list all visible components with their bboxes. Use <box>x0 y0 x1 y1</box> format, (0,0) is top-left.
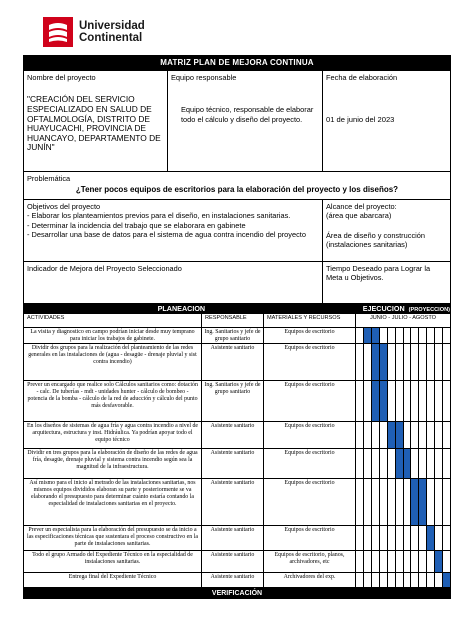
col-activities: ACTIVIDADES <box>27 315 65 321</box>
planning-header <box>24 303 450 313</box>
objectives-cell <box>24 200 322 261</box>
gantt-cell <box>379 328 387 343</box>
gantt-cell <box>356 573 363 587</box>
gantt-cell <box>410 449 418 478</box>
gantt-cell <box>356 422 363 448</box>
activity-responsible: Ing. Sanitarios y jefe de grupo sanitario <box>201 381 263 421</box>
gantt-cell <box>371 526 379 550</box>
gantt-cell <box>418 551 426 572</box>
gantt-cell <box>434 526 442 550</box>
gantt-cell <box>410 422 418 448</box>
gantt-cell <box>356 381 363 421</box>
activity-row <box>24 572 450 587</box>
gantt-bar <box>363 328 371 343</box>
gantt-cell <box>410 344 418 380</box>
objectives-label: Objetivos del proyecto <box>27 202 101 211</box>
activity-materials: Equipos de escritorio <box>263 422 355 448</box>
gantt-bar <box>434 551 442 572</box>
planning-label: PLANEACION <box>157 304 206 313</box>
activity-materials: Equipos de escritorio, planos, archivadores, etc <box>263 551 355 572</box>
project-name-label: Nombre del proyecto <box>27 73 96 82</box>
gantt-cell <box>418 422 426 448</box>
activity-materials: Equipos de escritorio <box>263 526 355 550</box>
gantt-cell <box>410 328 418 343</box>
gantt-bar <box>379 344 387 380</box>
gantt-bar <box>403 449 411 478</box>
time-cell <box>322 262 450 303</box>
activity-materials: Archivadores del exp. <box>263 573 355 587</box>
gantt-cell <box>356 449 363 478</box>
gantt-cell <box>418 526 426 550</box>
activity-responsible: Asistente sanitario <box>201 344 263 380</box>
activity-materials: Equipos de escritorio <box>263 328 355 343</box>
gantt-cell <box>363 344 371 380</box>
activity-text: Prever un especialista para la elaboración del presupuesto se da inicio a las especificaciones técnicas que sustentara el proceso constructivo en la parte de instalaciones sanitarias. <box>27 527 198 547</box>
gantt-cell <box>395 526 403 550</box>
team-value: Equipo técnico, responsable de elaborar todo el cálculo y diseño del proyecto. <box>181 105 314 124</box>
project-info-row <box>24 70 450 171</box>
date-label: Fecha de elaboración <box>326 73 398 82</box>
execution-note: (PROYECCION) <box>408 307 450 313</box>
activity-row <box>24 380 450 421</box>
gantt-cell <box>442 449 450 478</box>
gantt-cell <box>434 422 442 448</box>
university-logo-icon <box>43 17 73 47</box>
gantt-cell <box>403 422 411 448</box>
activity-materials: Equipos de escritorio <box>263 479 355 525</box>
gantt-cell <box>442 422 450 448</box>
activity-responsible: Asistente sanitario <box>201 422 263 448</box>
activity-text: Prever un encargado que realice solo Cálculos sanitarios como: dotación - calc. De tuberías - mdt - unidades hunter - cálculo de bombeo - potencia de la bomba - cálculo de la red de aducción y cálculo del punto más desfavorable. <box>27 382 198 409</box>
gantt-cell <box>363 381 371 421</box>
gantt-cell <box>379 551 387 572</box>
date-value: 01 de junio del 2023 <box>326 115 395 125</box>
gantt-cell <box>363 479 371 525</box>
gantt-cells <box>355 449 450 478</box>
activity-row <box>24 478 450 525</box>
indicator-label: Indicador de Mejora del Proyecto Seleccionado <box>27 264 182 273</box>
activity-materials: Equipos de escritorio <box>263 344 355 380</box>
gantt-bar <box>379 381 387 421</box>
activity-materials: Equipos de escritorio <box>263 381 355 421</box>
gantt-cells <box>355 573 450 587</box>
gantt-cell <box>418 381 426 421</box>
gantt-cell <box>395 381 403 421</box>
gantt-cell <box>442 344 450 380</box>
activity-row <box>24 448 450 478</box>
activity-responsible: Asistente sanitario <box>201 551 263 572</box>
gantt-cells <box>355 422 450 448</box>
indicator-row <box>24 261 450 303</box>
gantt-cell <box>410 381 418 421</box>
activity-text: Entrega final del Expediente Técnico <box>68 574 157 580</box>
gantt-bar <box>395 422 403 448</box>
gantt-cell <box>395 573 403 587</box>
gantt-bar <box>371 344 379 380</box>
gantt-cell <box>387 328 395 343</box>
activity-row <box>24 525 450 550</box>
gantt-cell <box>426 344 434 380</box>
activity-materials: Equipos de escritorio <box>263 449 355 478</box>
team-label: Equipo responsable <box>171 73 237 82</box>
problem-cell <box>24 172 450 199</box>
gantt-cell <box>371 573 379 587</box>
objective-item: - Desarrollar una base de datos para el sistema de agua contra incendio del proyecto <box>27 230 306 240</box>
time-label: Tiempo Deseado para Lograr la Meta u Objetivos. <box>326 264 431 283</box>
gantt-cell <box>379 479 387 525</box>
activity-text: En los diseños de sistemas de agua fría y agua contra incendio a nivel de arquitectura, estructura y inst. Hidráulica. Ya podrían apoyar todo el equipo técnico <box>26 423 199 443</box>
gantt-cell <box>403 526 411 550</box>
gantt-cell <box>356 551 363 572</box>
activity-text: Dividir dos grupos para la realización del planteamiento de las redes generales en las instalaciones de (agua - desagüe - drenaje pluvial y sist contra incendio) <box>28 345 197 365</box>
logo-line-2: Continental <box>79 32 143 44</box>
gantt-cell <box>426 551 434 572</box>
gantt-cell <box>442 551 450 572</box>
gantt-bar <box>442 573 450 587</box>
gantt-cell <box>363 449 371 478</box>
execution-title: EJECUCION <box>362 304 405 313</box>
gantt-cells <box>355 551 450 572</box>
gantt-cell <box>379 573 387 587</box>
gantt-cell <box>363 573 371 587</box>
gantt-bar <box>418 479 426 525</box>
gantt-cell <box>387 526 395 550</box>
gantt-cell <box>395 551 403 572</box>
gantt-cell <box>363 526 371 550</box>
verification-bar: VERIFICACIÓN <box>24 587 450 598</box>
problem-question: ¿Tener pocos equipos de escritorios para la elaboración del proyecto y los diseños? <box>75 185 399 195</box>
gantt-cell <box>395 479 403 525</box>
university-logo <box>43 17 145 47</box>
activity-row <box>24 343 450 380</box>
team-cell <box>167 71 322 171</box>
gantt-cell <box>356 479 363 525</box>
objective-item: - Elaborar los planteamientos previos para el diseño, en instalaciones sanitarias. <box>27 211 291 221</box>
column-headers <box>24 313 450 327</box>
area-value: Área de diseño y construcción (instalaciones sanitarias) <box>326 230 426 250</box>
activity-row <box>24 550 450 572</box>
execution-label <box>339 304 450 313</box>
gantt-cell <box>356 526 363 550</box>
gantt-cell <box>426 479 434 525</box>
gantt-cell <box>410 573 418 587</box>
gantt-cell <box>356 328 363 343</box>
activity-row <box>24 421 450 448</box>
gantt-bar <box>395 449 403 478</box>
gantt-cells <box>355 328 450 343</box>
activity-responsible: Asistente sanitario <box>201 526 263 550</box>
activity-row <box>24 327 450 343</box>
activity-text: Dividir en tres grupos para la elaboración de diseño de las redes de agua fría, desagüe, drenaje pluvial y sistema contra incendio según sea la magnitud de la infraestructura. <box>27 450 198 470</box>
gantt-cell <box>442 328 450 343</box>
problem-label: Problemática <box>27 174 71 183</box>
gantt-cells <box>355 381 450 421</box>
activity-responsible: Asistente sanitario <box>201 449 263 478</box>
gantt-cell <box>442 526 450 550</box>
gantt-cell <box>371 449 379 478</box>
project-name-cell <box>24 71 167 171</box>
gantt-cell <box>434 328 442 343</box>
gantt-cell <box>434 344 442 380</box>
gantt-cell <box>403 573 411 587</box>
gantt-cell <box>371 551 379 572</box>
gantt-bar <box>371 328 379 343</box>
gantt-cell <box>363 551 371 572</box>
gantt-cell <box>434 381 442 421</box>
col-months: JUNIO - JULIO - AGOSTO <box>355 314 450 327</box>
gantt-cell <box>442 479 450 525</box>
scope-cell <box>322 200 450 261</box>
objectives-row <box>24 199 450 261</box>
gantt-cell <box>403 479 411 525</box>
scope-value: (área que abarcara) <box>326 211 392 221</box>
activities-table <box>24 327 450 587</box>
gantt-cells <box>355 344 450 380</box>
activity-text: Así mismo para el inicio al metrado de las instalaciones sanitarias, nos mismos equipos divididos elaboran su parte y posteriormente se va elaborando el presupuesto para determinar cuánto estaría contando la especialidad de instalaciones sanitarias en el proyecto. <box>29 480 196 507</box>
gantt-cell <box>403 328 411 343</box>
gantt-cell <box>434 479 442 525</box>
gantt-cell <box>395 328 403 343</box>
gantt-cell <box>426 573 434 587</box>
gantt-cell <box>410 526 418 550</box>
activity-text: Todo el grupo Armado del Expediente Técnico en la especialidad de instalaciones sanitarias. <box>32 552 193 565</box>
date-cell <box>322 71 450 171</box>
gantt-cell <box>442 381 450 421</box>
gantt-cell <box>426 328 434 343</box>
gantt-bar <box>387 422 395 448</box>
activity-responsible: Asistente sanitario <box>201 573 263 587</box>
gantt-bar <box>426 526 434 550</box>
gantt-cell <box>403 551 411 572</box>
gantt-cell <box>379 526 387 550</box>
gantt-cell <box>379 449 387 478</box>
gantt-cell <box>371 422 379 448</box>
gantt-bar <box>410 479 418 525</box>
gantt-cells <box>355 526 450 550</box>
gantt-cell <box>395 344 403 380</box>
gantt-cell <box>434 449 442 478</box>
project-name-value: "CREACIÓN DEL SERVICIO ESPECIALIZADO EN SALUD DE OFTALMOLOGÍA, DISTRITO DE HUAYUCACHI, PROVINCIA DE HUANCAYO, DEPARTAMENTO DE JUNÍN" <box>27 94 161 153</box>
activity-text: La visita y diagnostico en campo podrían iniciar desde muy temprano para iniciar los trabajos de gabinete. <box>30 329 195 342</box>
gantt-cell <box>387 551 395 572</box>
objective-item: - Determinar la incidencia del trabajo que se elaborara en gabinete <box>27 220 246 230</box>
activity-responsible: Ing. Sanitarios y jefe de grupo sanitario <box>201 328 263 343</box>
gantt-cell <box>379 422 387 448</box>
gantt-cell <box>403 381 411 421</box>
scope-label: Alcance del proyecto: <box>326 202 397 211</box>
gantt-cell <box>418 449 426 478</box>
gantt-cells <box>355 479 450 525</box>
gantt-cell <box>403 344 411 380</box>
gantt-cell <box>387 573 395 587</box>
matrix-title: MATRIZ PLAN DE MEJORA CONTINUA <box>24 56 450 70</box>
improvement-matrix <box>23 55 451 599</box>
indicator-cell <box>24 262 322 303</box>
gantt-cell <box>418 328 426 343</box>
col-materials: MATERIALES Y RECURSOS <box>263 314 355 327</box>
gantt-cell <box>426 449 434 478</box>
gantt-cell <box>426 381 434 421</box>
gantt-cell <box>387 381 395 421</box>
col-responsible: RESPONSABLE <box>201 314 263 327</box>
gantt-cell <box>356 344 363 380</box>
gantt-cell <box>387 479 395 525</box>
gantt-cell <box>410 551 418 572</box>
gantt-cell <box>387 449 395 478</box>
activity-responsible: Asistente sanitario <box>201 479 263 525</box>
gantt-cell <box>418 344 426 380</box>
gantt-cell <box>434 573 442 587</box>
problem-row <box>24 171 450 199</box>
gantt-cell <box>371 479 379 525</box>
gantt-bar <box>371 381 379 421</box>
logo-line-1: Universidad <box>79 20 145 32</box>
gantt-cell <box>363 422 371 448</box>
gantt-cell <box>426 422 434 448</box>
gantt-cell <box>387 344 395 380</box>
gantt-cell <box>418 573 426 587</box>
